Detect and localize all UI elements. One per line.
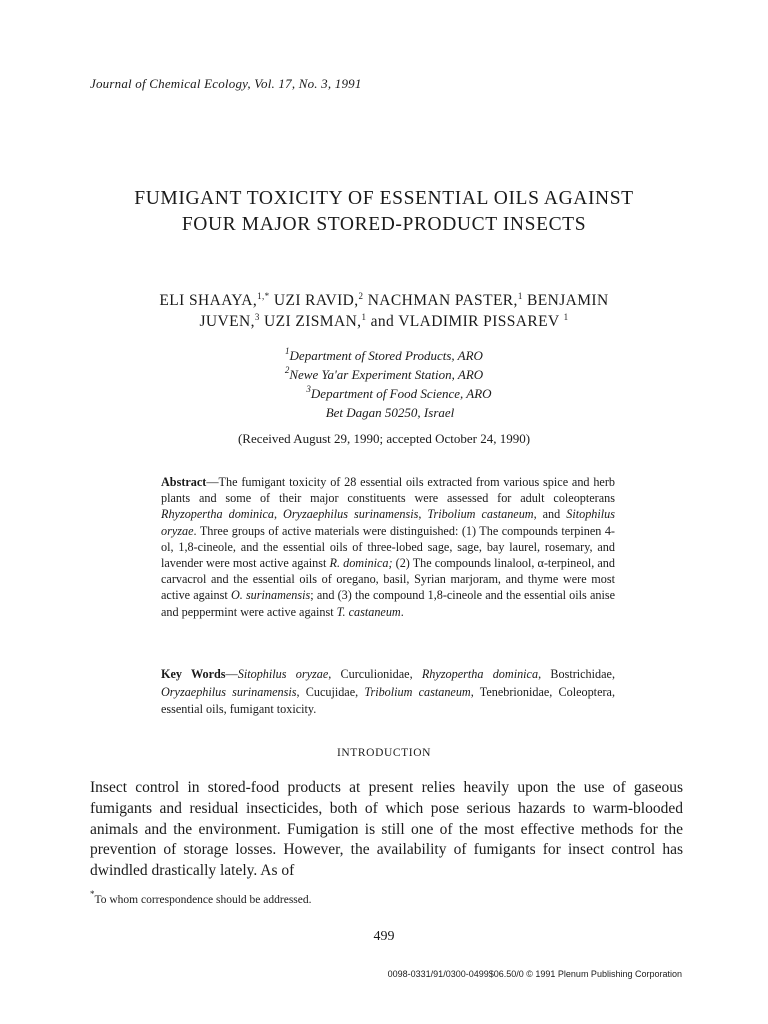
- author-affiliation-mark: 2: [358, 291, 364, 301]
- title-line-1: FUMIGANT TOXICITY OF ESSENTIAL OILS AGAINST: [134, 188, 634, 209]
- copyright-line: 0098-0331/91/0300-0499$06.50/0 © 1991 Plenum Publishing Corporation: [387, 969, 682, 979]
- abstract-text: , and: [533, 507, 567, 522]
- abstract-text: . Three groups of active materials were distinguished: (1) The compounds terpinen 4-ol, 1,8-cineole, and the essential oils of three-lobed sage, sage, bay laurel, rosemary, and lavender were most active against: [161, 523, 615, 571]
- keyword-text: , Bostrichidae,: [538, 667, 615, 681]
- affiliation-line: [60, 365, 708, 384]
- abstract-text: ; and (3) the compound 1,8-cineole and the essential oils anise and peppermint were active against: [161, 588, 615, 619]
- affiliation-text: Newe Ya'ar Experiment Station, ARO: [289, 367, 484, 382]
- paper-title: [60, 186, 708, 238]
- species-name: Sitophilus oryzae: [161, 507, 616, 538]
- key-words: [161, 666, 615, 719]
- abstract-text: .: [400, 604, 404, 619]
- species-name: R. dominica;: [329, 556, 393, 571]
- keyword-text: , Tenebrionidae, Coleoptera, essential oils, fumigant toxicity.: [161, 684, 615, 716]
- abstract-text: —The fumigant toxicity of 28 essential oils extracted from various spice and herb plants and some of their major constituents were assessed for adult coleopterans: [161, 475, 615, 506]
- abstract-text: (2) The compounds linalool, α-terpineol, and carvacrol and the essential oils of oregano, basil, Syrian marjoram, and thyme were most active against: [161, 556, 615, 603]
- title-line-2: FOUR MAJOR STORED-PRODUCT INSECTS: [181, 214, 587, 235]
- abstract: [161, 474, 615, 620]
- author-affiliation-mark: 1,*: [257, 291, 270, 301]
- species-name: T. castaneum: [336, 604, 401, 619]
- introduction-body: Insect control in stored-food products at present relies heavily upon the use of gaseous fumigants and residual insecticides, both of which pose serious hazards to warm-blooded animals and the environment. Fumigation is still one of the most effective methods for the prevention of storage losses. However, the availability of fumigants for insect control has dwindled drastically lately. As of: [90, 779, 683, 880]
- author-affiliation-mark: 3: [254, 312, 260, 322]
- affiliation-line: [60, 403, 708, 422]
- keywords-label: Key Words: [161, 667, 226, 681]
- footnote-text: To whom correspondence should be addressed.: [94, 894, 312, 906]
- author-name: UZI RAVID,: [269, 292, 359, 309]
- keyword-text: , Cucujidae,: [296, 684, 365, 699]
- author-name: NACHMAN PASTER,: [363, 292, 518, 309]
- author-conjunction: and: [366, 313, 399, 330]
- affiliations: [60, 346, 708, 422]
- affiliation-text: Bet Dagan 50250, Israel: [325, 405, 455, 420]
- footnote-mark: *: [90, 889, 95, 899]
- species-name: O. surinamensis: [230, 588, 311, 603]
- author-line-2: [60, 311, 708, 332]
- author-affiliation-mark: 1: [517, 291, 523, 301]
- author-list: [60, 290, 708, 332]
- author-name: BENJAMIN: [522, 292, 609, 309]
- author-name: ELI SHAAYA,: [159, 292, 258, 309]
- affiliation-line: [60, 384, 708, 403]
- affiliation-mark: 2: [284, 365, 290, 375]
- received-dates: (Received August 29, 1990; accepted October 24, 1990): [237, 431, 531, 446]
- correspondence-footnote: [90, 889, 312, 906]
- keyword-species: Rhyzopertha dominica: [421, 667, 539, 681]
- author-affiliation-mark: 1: [361, 312, 367, 322]
- author-line-1: [60, 290, 708, 311]
- keywords-dash: —: [225, 667, 238, 681]
- author-name: JUVEN,: [199, 313, 255, 330]
- abstract-text: ,: [418, 507, 428, 522]
- affiliation-text: Department of Food Science, ARO: [310, 386, 492, 401]
- keyword-species: Sitophilus oryzae: [237, 667, 329, 681]
- author-affiliation-mark: 1: [563, 312, 569, 322]
- section-heading-introduction: INTRODUCTION: [336, 747, 432, 759]
- keyword-species: Oryzaephilus surinamensis: [161, 684, 297, 699]
- species-name: Tribolium castaneum: [427, 507, 534, 522]
- abstract-label: Abstract: [161, 475, 207, 489]
- journal-citation: Journal of Chemical Ecology, Vol. 17, No. 3, 1991: [90, 76, 362, 91]
- abstract-text: ,: [273, 507, 284, 522]
- keyword-text: , Curculionidae,: [328, 667, 422, 681]
- affiliation-text: Department of Stored Products, ARO: [289, 348, 483, 363]
- species-name: Oryzaephilus surinamensis: [283, 507, 419, 522]
- affiliation-mark: 1: [285, 346, 290, 356]
- affiliation-mark: 3: [306, 384, 311, 394]
- author-name: UZI ZISMAN,: [259, 313, 362, 330]
- affiliation-line: [60, 346, 708, 365]
- keyword-species: Tribolium castaneum: [364, 684, 471, 699]
- species-name: Rhyzopertha dominica: [161, 507, 274, 522]
- page-number: 499: [373, 929, 395, 944]
- author-name: VLADIMIR PISSAREV: [398, 313, 560, 330]
